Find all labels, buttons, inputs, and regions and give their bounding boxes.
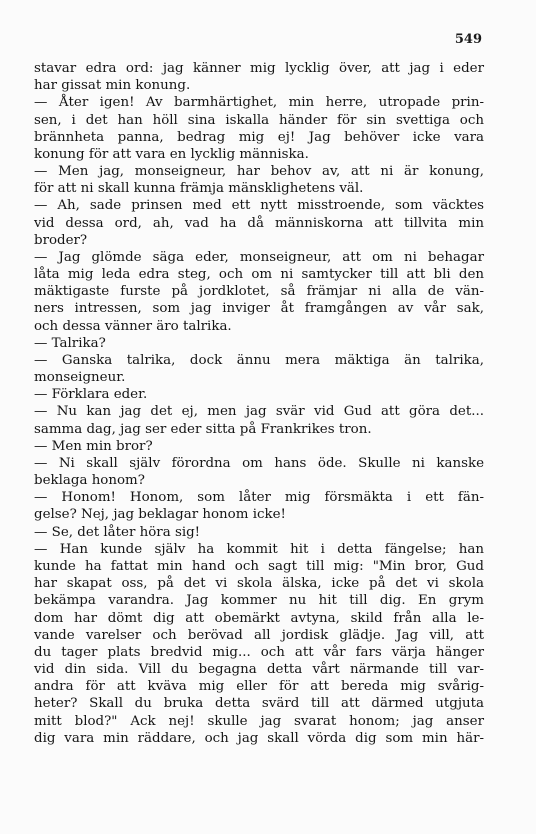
text-line: bekämpa varandra. Jag kommer nu hit till dig. En grym bbox=[34, 593, 484, 609]
text-line: har gissat min konung. bbox=[34, 78, 191, 94]
text-line: mäktigaste furste på jordklotet, så främjar ni alla de vän- bbox=[34, 284, 484, 300]
text-line: — Ah, sade prinsen med ett nytt misstroende, som väcktes bbox=[34, 198, 484, 214]
text-line: — Ni skall själv förordna om hans öde. Skulle ni kanske bbox=[34, 455, 484, 471]
text-line: du tager plats bredvid mig... och att vår fars värja hänger bbox=[34, 644, 484, 660]
text-line: mitt blod?" Ack nej! skulle jag svarat honom; jag anser bbox=[34, 713, 484, 729]
text-line: — Han kunde själv ha kommit hit i detta fängelse; han bbox=[34, 541, 484, 557]
text-line: vid dessa ord, ah, vad ha då människorna att tillvita min bbox=[34, 215, 484, 231]
text-line: för att ni skall kunna främja mänsklighetens väl. bbox=[34, 181, 364, 197]
text-line: konung för att vara en lycklig människa. bbox=[34, 146, 309, 162]
text-line: kunde ha fattat min hand och sagt till mig: "Min bror, Gud bbox=[34, 558, 484, 574]
text-line: dom har dömt dig att obemärkt avtyna, skild från alla le- bbox=[34, 610, 484, 626]
body-text bbox=[34, 60, 484, 747]
text-line: — Honom! Honom, som låter mig försmäkta i ett fän- bbox=[34, 490, 484, 506]
text-line: sen, i det han höll sina iskalla händer för sin svettiga och bbox=[34, 112, 484, 128]
text-line: stavar edra ord: jag känner mig lycklig över, att jag i eder bbox=[34, 61, 484, 76]
text-line: samma dag, jag ser eder sitta på Frankrikes tron. bbox=[34, 421, 372, 437]
page-number: 549 bbox=[454, 32, 482, 47]
text-line: broder? bbox=[34, 232, 88, 248]
text-line: — Men jag, monseigneur, har behov av, att ni är konung, bbox=[34, 164, 484, 180]
text-line: ners intressen, som jag inviger åt framgången av vår sak, bbox=[34, 301, 484, 317]
text-line: gelse? Nej, jag beklagar honom icke! bbox=[34, 507, 286, 523]
text-line: — Åter igen! Av barmhärtighet, min herre, utropade prin- bbox=[34, 95, 484, 111]
text-line: och dessa vänner äro talrika. bbox=[34, 318, 232, 334]
text-line: — Se, det låter höra sig! bbox=[34, 524, 201, 540]
text-line: heter? Skall du bruka detta svärd till att därmed utgjuta bbox=[34, 696, 484, 712]
text-line: — Men min bror? bbox=[34, 438, 153, 454]
text-line: har skapat oss, på det vi skola älska, icke på det vi skola bbox=[34, 576, 484, 592]
text-line: låta mig leda edra steg, och om ni samtycker till att bli den bbox=[34, 267, 484, 283]
text-line: monseigneur. bbox=[34, 370, 126, 386]
text-line: — Förklara eder. bbox=[34, 387, 148, 403]
text-line: vid din sida. Vill du begagna detta vårt närmande till var- bbox=[34, 662, 484, 678]
text-line: beklaga honom? bbox=[34, 473, 145, 489]
text-line: vande varelser och berövad all jordisk glädje. Jag vill, att bbox=[34, 627, 484, 643]
text-line: — Talrika? bbox=[34, 335, 106, 351]
text-line: — Jag glömde säga eder, monseigneur, att om ni behagar bbox=[34, 249, 484, 265]
text-line: dig vara min räddare, och jag skall vörda dig som min här- bbox=[34, 730, 484, 746]
text-line: andra för att kväva mig eller för att bereda mig svårig- bbox=[34, 679, 484, 695]
text-line: — Ganska talrika, dock ännu mera mäktiga än talrika, bbox=[34, 352, 484, 368]
text-line: — Nu kan jag det ej, men jag svär vid Gud att göra det... bbox=[34, 404, 484, 420]
text-line: brännheta panna, bedrag mig ej! Jag behöver icke vara bbox=[34, 129, 484, 145]
